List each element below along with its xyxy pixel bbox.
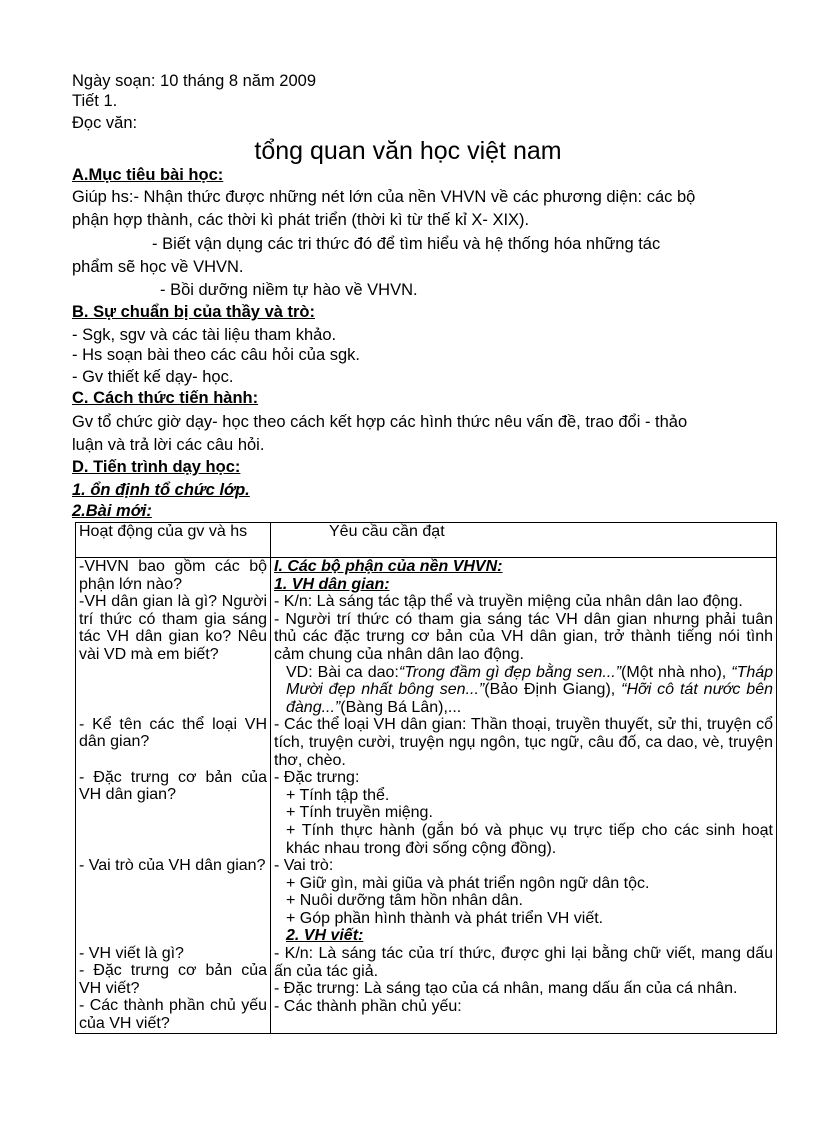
text: + Giữ gìn, mài giũa và phát triển ngôn ngữ dân tộc. — [286, 874, 650, 892]
sub-heading: 2. VH viết: — [286, 927, 364, 945]
text: - K/n: Là sáng tác của trí thức, được ghi lại bằng chữ viết, mang dấu ấn của tác giả. — [274, 945, 773, 980]
text: + Tính tập thể. — [286, 786, 390, 804]
text: VD: Bài ca dao: — [286, 663, 399, 681]
text: (Một nhà nho), — [621, 663, 732, 681]
text: - K/n: Là sáng tác tập thể và truyền miệng của nhân dân lao động. — [274, 593, 743, 611]
part-heading: I. Các bộ phận của nền VHVN: — [274, 558, 503, 575]
text: + Tính truyền miệng. — [286, 804, 433, 822]
subject-line: Đọc văn: — [72, 114, 138, 132]
text: (Bảo Định Giang), — [484, 681, 622, 699]
section-b-line: - Gv thiết kế dạy- học. — [72, 368, 234, 386]
question: - Vai trò của VH dân gian? — [79, 856, 266, 874]
question: - VH viết là gì? — [79, 944, 184, 962]
section-a-heading: A.Mục tiêu bài học: — [72, 166, 224, 184]
section-d1: 1. ổn định tổ chức lớp. — [72, 481, 250, 499]
section-b-line: - Sgk, sgv và các tài liệu tham khảo. — [72, 326, 337, 344]
text: - Các thành phần chủ yếu: — [274, 997, 462, 1015]
section-a-line: phẩm sẽ học về VHVN. — [72, 258, 244, 276]
spacer — [79, 804, 267, 857]
text: + Nuôi dưỡng tâm hồn nhân dân. — [286, 892, 523, 910]
text: + Tính thực hành (gắn bó và phục vụ trực tiếp cho các sinh hoạt khác nhau trong đời sống cộng đồng). — [286, 821, 773, 857]
section-a-line: Giúp hs:- Nhận thức được những nét lớn của nền VHVN về các phương diện: các bộ — [72, 188, 696, 206]
question: -VH dân gian là gì? Người trí thức có tham gia sáng tác VH dân gian ko? Nêu vài VD mà em biết? — [79, 593, 267, 663]
section-a-line: - Biết vận dụng các tri thức đó để tìm hiểu và hệ thống hóa những tác — [152, 235, 661, 253]
text: + Góp phần hình thành và phát triển VH viết. — [286, 909, 604, 927]
section-c-line: luận và trả lời các câu hỏi. — [72, 436, 265, 454]
section-a-line: - Bồi dưỡng niềm tự hào về VHVN. — [160, 281, 418, 299]
activity-column — [76, 558, 271, 1034]
date-line: Ngày soạn: 10 tháng 8 năm 2009 — [72, 72, 317, 90]
spacer — [79, 875, 267, 945]
requirement-column — [271, 558, 777, 1034]
lesson-table — [75, 522, 777, 1034]
text: - Các thể loại VH dân gian: Thần thoại, truyền thuyết, sử thi, truyện cổ tích, truyện cười, truyện ngụ ngôn, tục ngữ, câu đố, ca dao, vè, truyện thơ, chèo. — [274, 716, 773, 769]
section-a-line: phận hợp thành, các thời kì phát triển (thời kì từ thế kỉ X- XIX). — [72, 211, 530, 229]
col1-header: Hoạt động của gv và hs — [76, 523, 271, 558]
text: “Trong đầm gì đẹp bằng sen...” — [398, 663, 622, 681]
table-header-row — [76, 523, 777, 558]
spacer — [79, 664, 267, 716]
question: -VHVN bao gồm các bộ phận lớn nào? — [79, 558, 267, 593]
lesson-line: Tiết 1. — [72, 92, 118, 110]
section-b-heading: B. Sự chuẩn bị của thầy và trò: — [72, 303, 315, 321]
table-row — [76, 558, 777, 1034]
question: - Kể tên các thể loại VH dân gian? — [79, 715, 267, 751]
question: - Các thành phần chủ yếu của VH viết? — [79, 997, 267, 1032]
col2-header: Yêu cầu cần đạt — [271, 523, 777, 558]
spacer — [79, 751, 267, 769]
example — [274, 664, 773, 717]
text: - Đặc trưng: — [274, 769, 360, 787]
section-c-heading: C. Cách thức tiến hành: — [72, 389, 259, 407]
question: - Đặc trưng cơ bản của VH viết? — [79, 962, 267, 997]
text: (Bàng Bá Lân),... — [340, 698, 462, 716]
section-b-line: - Hs soạn bài theo các câu hỏi của sgk. — [72, 346, 360, 364]
text: - Người trí thức có tham gia sáng tác VH dân gian nhưng phải tuân thủ các đặc trưng cơ bản của VH dân gian, trở thành tiếng nói tình cảm chung của nhân dân lao động. — [274, 610, 773, 663]
section-c-line: Gv tổ chức giờ dạy- học theo cách kết hợp các hình thức nêu vấn đề, trao đổi - thảo — [72, 413, 688, 431]
text: - Vai trò: — [274, 857, 334, 875]
text: “Hỡi cô tát nước bên đàng...” — [286, 681, 773, 716]
section-d-heading: D. Tiến trình dạy học: — [72, 458, 241, 476]
question: - Đặc trưng cơ bản của VH dân gian? — [79, 768, 267, 804]
section-d2: 2.Bài mới: — [72, 502, 152, 520]
text: - Đặc trưng: Là sáng tạo của cá nhân, mang dấu ấn của cá nhân. — [274, 980, 738, 998]
text: “Tháp Mười đẹp nhất bông sen...” — [286, 663, 774, 699]
page-title: tổng quan văn học việt nam — [254, 137, 562, 165]
sub-heading: 1. VH dân gian: — [274, 575, 390, 593]
